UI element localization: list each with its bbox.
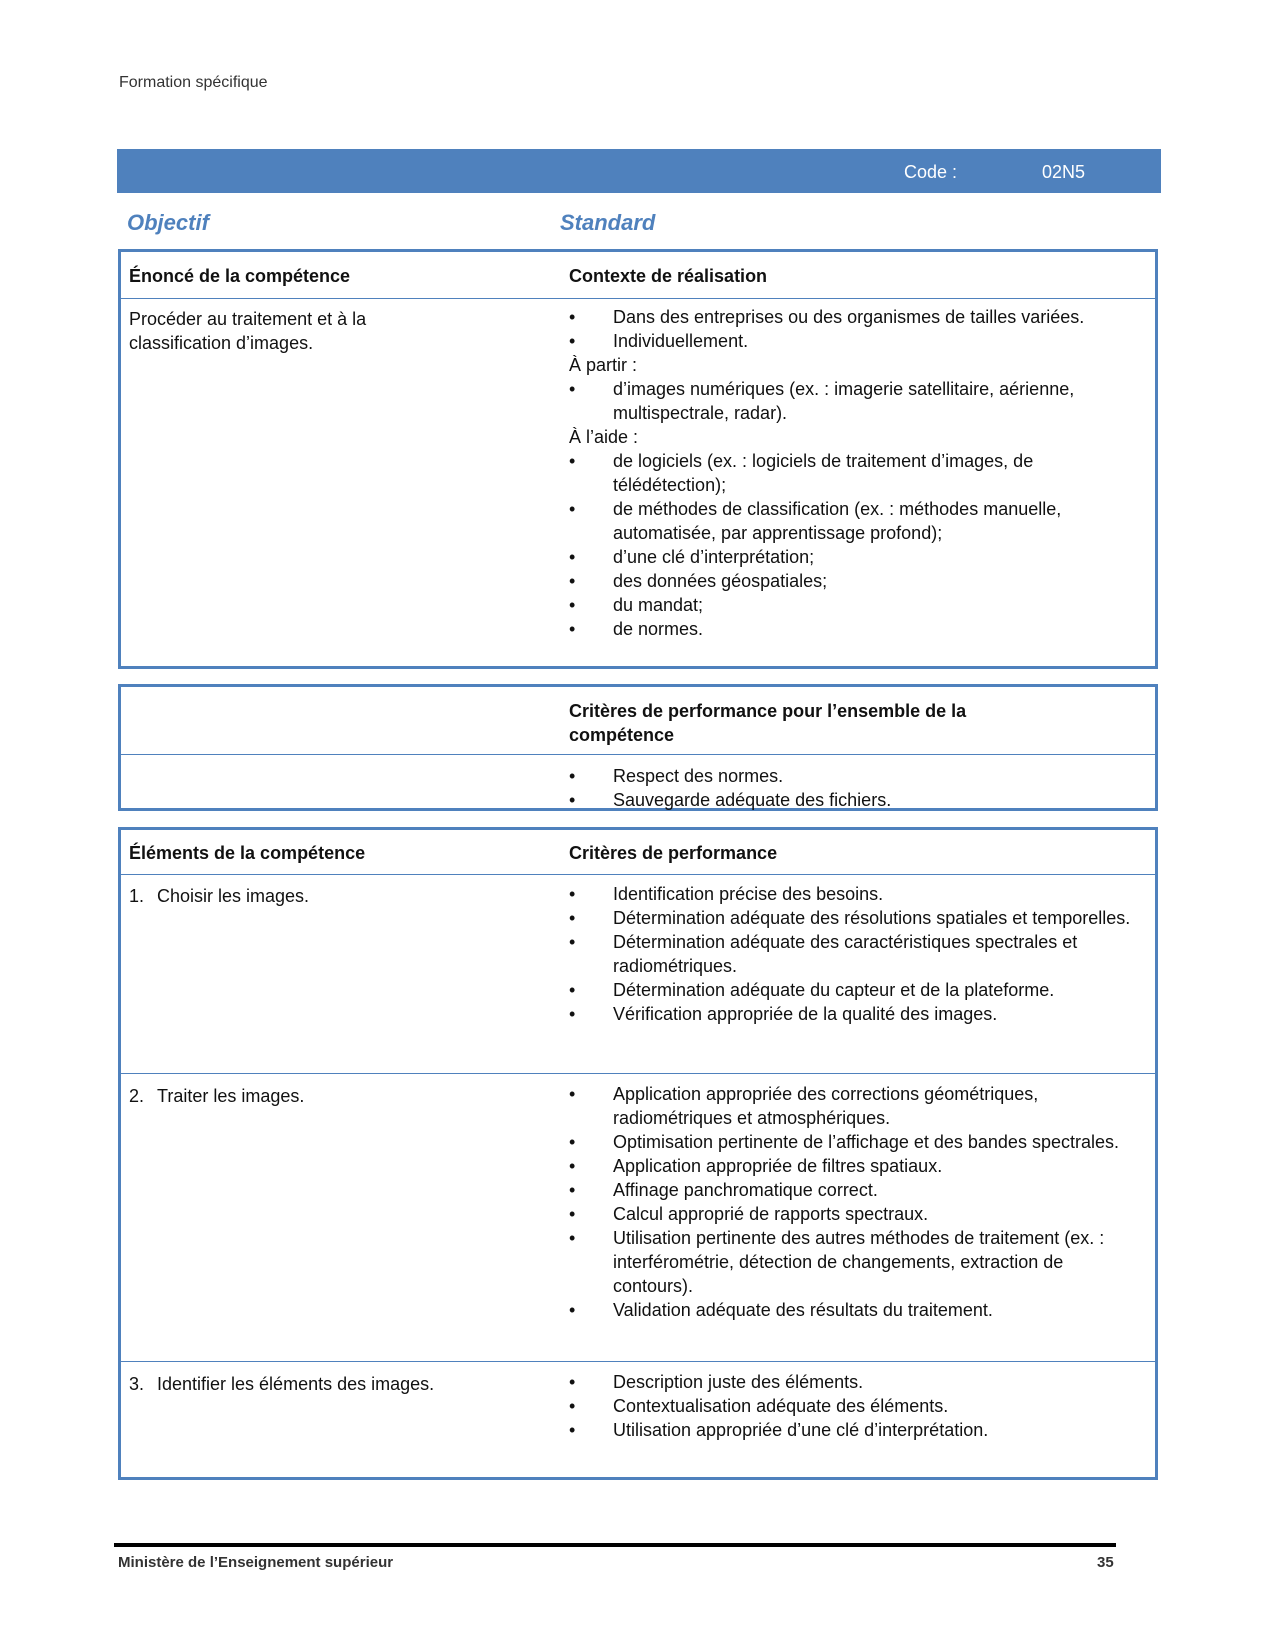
footer-page-number: 35 [1097,1554,1114,1571]
criteria-list [569,1370,1133,1442]
code-value: 02N5 [1042,162,1086,182]
element-text: Traiter les images. [157,1086,305,1106]
global-criteria-box [118,684,1158,811]
page-header: Formation spécifique [119,74,268,91]
objectif-title: Objectif [127,210,209,235]
contexte-item: • des données géospatiales; [569,569,1133,593]
enonce-heading: Énoncé de la compétence [129,266,351,286]
code-label: Code : [904,162,958,182]
enonce-text: Procéder au traitement et à la classification d’images. [129,309,367,353]
criterion-item: • Détermination adéquate des résolutions spatiales et temporelles. [569,906,1133,930]
criterion-item: • Affinage panchromatique correct. [569,1178,1133,1202]
criterion-item: • Application appropriée de filtres spatiaux. [569,1154,1133,1178]
contexte-subheading: À l’aide : [569,427,639,447]
criterion-item: • Validation adéquate des résultats du traitement. [569,1298,1133,1322]
contexte-item: • d’une clé d’interprétation; [569,545,1133,569]
element-number: 3. [129,1374,145,1394]
criterion-item: • Détermination adéquate du capteur et de la plateforme. [569,978,1133,1002]
contexte-item: • Individuellement. [569,329,1133,353]
contexte-item: • de méthodes de classification (ex. : méthodes manuelle, automatisée, par apprentissage profond); [569,497,1133,545]
criterion-item: • Utilisation pertinente des autres méthodes de traitement (ex. : interférométrie, détection de changements, extraction de contours). [569,1226,1133,1298]
global-criterion-item: • Respect des normes. [569,764,1133,788]
criterion-item: • Vérification appropriée de la qualité des images. [569,1002,1133,1026]
global-criteria-list [569,764,1133,812]
element-label [129,1372,434,1396]
contexte-subheading: À partir : [569,355,638,375]
contexte-list [569,305,1133,641]
contexte-item: • Dans des entreprises ou des organismes de tailles variées. [569,305,1133,329]
elements-box-header [121,830,1155,875]
footer-rule [114,1543,1116,1547]
global-criterion-item: • Sauvegarde adéquate des fichiers. [569,788,1133,812]
criterion-item: • Contextualisation adéquate des éléments. [569,1394,1133,1418]
criterion-item: • Calcul approprié de rapports spectraux. [569,1202,1133,1226]
competence-box [118,249,1158,669]
global-criteria-header [121,687,1155,755]
criterion-item: • Description juste des éléments. [569,1370,1133,1394]
global-criteria-heading: Critères de performance pour l’ensemble de la compétence [569,701,967,745]
element-number: 2. [129,1086,145,1106]
criterion-item: • Détermination adéquate des caractéristiques spectrales et radiométriques. [569,930,1133,978]
element-number: 1. [129,886,145,906]
elements-box [118,827,1158,1480]
elements-heading: Éléments de la compétence [129,843,366,863]
element-label [129,884,309,908]
contexte-item: • de normes. [569,617,1133,641]
element-text: Identifier les éléments des images. [157,1374,435,1394]
criteria-list [569,1082,1133,1322]
element-label [129,1084,304,1108]
criterion-item: • Identification précise des besoins. [569,882,1133,906]
row-separator [121,1073,1155,1074]
code-bar [117,149,1161,193]
criterion-item: • Utilisation appropriée d’une clé d’interprétation. [569,1418,1133,1442]
competence-box-header [121,252,1155,299]
standard-title: Standard [560,210,656,235]
contexte-heading: Contexte de réalisation [569,266,768,286]
row-separator [121,1361,1155,1362]
contexte-item: • d’images numériques (ex. : imagerie satellitaire, aérienne, multispectrale, radar). [569,377,1133,425]
contexte-item: • de logiciels (ex. : logiciels de traitement d’images, de télédétection); [569,449,1133,497]
criteria-list [569,882,1133,1026]
criterion-item: • Application appropriée des corrections géométriques, radiométriques et atmosphériques. [569,1082,1133,1130]
criteria-heading: Critères de performance [569,843,778,863]
element-text: Choisir les images. [157,886,310,906]
contexte-item: • du mandat; [569,593,1133,617]
footer-ministry: Ministère de l’Enseignement supérieur [118,1554,394,1571]
criterion-item: • Optimisation pertinente de l’affichage et des bandes spectrales. [569,1130,1133,1154]
